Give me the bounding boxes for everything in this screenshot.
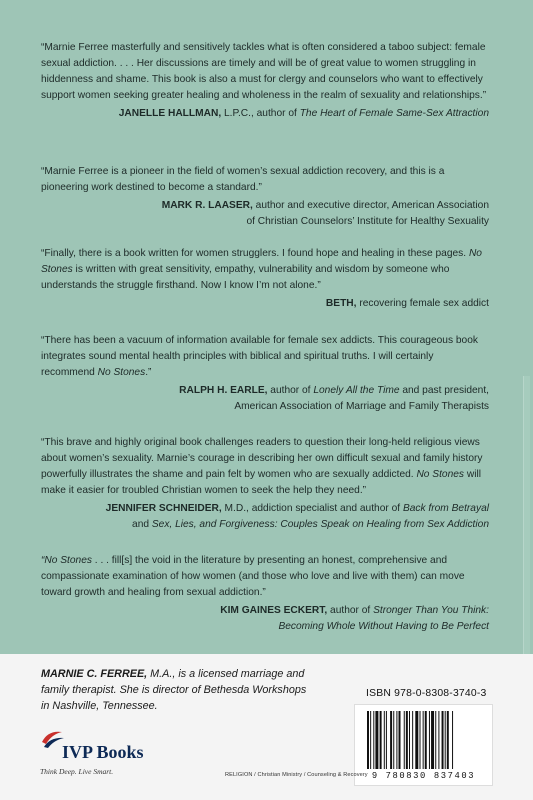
endorsement-text — [41, 553, 489, 601]
endorsement-text — [41, 246, 489, 294]
endorsement-text-part: “Finally, there is a book written for women strugglers. I found hope and healing in these pages. — [41, 248, 469, 259]
endorser-credential: author and executive director, American Association — [252, 200, 489, 211]
endorser-name: KIM GAINES ECKERT, — [220, 605, 328, 616]
author-bio-text: M.A., is a licensed marriage and family therapist. She is director of Bethesda Workshops in Nashville, Tennessee. — [41, 668, 307, 712]
book-title-mention: “No Stones — [41, 555, 92, 566]
isbn-label: ISBN 978-0-8308-3740-3 — [366, 688, 487, 699]
endorsement-attribution — [41, 106, 489, 122]
endorsement-text-part: .” — [145, 367, 152, 378]
barcode — [354, 704, 493, 786]
endorser-credential: L.P.C., author of — [221, 108, 300, 119]
endorser-credential: author of — [327, 605, 374, 616]
author-name: MARNIE C. FERREE, — [41, 668, 148, 680]
category-label: RELIGION / Christian Ministry / Counseling & Recovery — [225, 772, 368, 778]
endorsement-text: “Marnie Ferree masterfully and sensitively tackles what is often considered a taboo subject: female sexual addiction. . . . Her discussions are timely and will be of great value to women struggling in hiddenness and shame. This book is also a must for clergy and counselors who want to effectively support women seeking greater healing and wholeness in the realm of sexuality and relationships.” — [41, 42, 487, 101]
endorser-work-2: Sex, Lies, and Forgiveness: Couples Speak on Healing from Sex Addiction — [151, 519, 489, 530]
spine-edge — [523, 376, 530, 654]
author-bio — [41, 666, 311, 714]
endorser-credential: recovering female sex addict — [356, 298, 489, 309]
endorser-credential: author of — [267, 385, 314, 396]
endorsement-text — [41, 333, 489, 381]
endorser-credential: M.D., addiction specialist and author of — [221, 503, 403, 514]
endorser-work: Lonely All the Time — [313, 385, 400, 396]
book-title-mention: No Stones — [416, 469, 465, 480]
endorser-credential-line2: American Association of Marriage and Family Therapists — [234, 401, 489, 412]
endorser-work: Back from Betrayal — [402, 503, 489, 514]
endorsement-text-part: will make it easier for troubled Christian women to seek the help they need.” — [41, 469, 482, 496]
book-title-mention: No Stones — [97, 367, 146, 378]
endorsement-attribution — [41, 603, 489, 635]
endorsement-text-part: is written with great sensitivity, empathy, vulnerability and wisdom by someone who understands the struggle firsthand. Now I know I’m not alone.” — [41, 264, 450, 291]
endorser-credential-tail: and past president, — [399, 385, 489, 396]
endorser-name: BETH, — [325, 298, 357, 309]
publisher-tagline: Think Deep. Live Smart. — [40, 767, 114, 776]
endorsement-text: “Marnie Ferree is a pioneer in the field of women’s sexual addiction recovery, and this is a pioneering work destined to become a standard.” — [41, 166, 445, 193]
endorsement-attribution — [41, 198, 489, 230]
endorser-name: MARK R. LAASER, — [161, 200, 253, 211]
barcode-bars — [367, 711, 480, 769]
endorser-work-2: Becoming Whole Without Having to Be Perfect — [278, 621, 489, 632]
endorser-name: JANELLE HALLMAN, — [118, 108, 222, 119]
endorsement-text — [41, 435, 489, 499]
endorsement-5 — [41, 435, 489, 533]
endorser-credential-line2: and — [132, 519, 152, 530]
endorsement-2 — [41, 164, 489, 230]
endorsement-6 — [41, 553, 489, 635]
endorser-work: The Heart of Female Same-Sex Attraction — [299, 108, 489, 119]
publisher-name: IVP Books — [62, 742, 144, 762]
barcode-number: 9 780830 837403 — [371, 771, 476, 781]
endorsement-4 — [41, 333, 489, 415]
endorser-name: RALPH H. EARLE, — [179, 385, 268, 396]
endorser-work: Stronger Than You Think: — [373, 605, 489, 616]
endorsement-3 — [41, 246, 489, 312]
endorsement-1 — [41, 40, 489, 122]
book-title-mention: No Stones — [41, 248, 482, 275]
endorsement-text-part: . . . fill[s] the void in the literature by presenting an honest, comprehensive and compassionate examination of how women (and those who love and live with them) can move toward growth and healing from sexual addiction.” — [41, 555, 465, 598]
endorsement-text-part: “There has been a vacuum of information available for female sex addicts. This courageous book integrates sound mental health principles with biblical and spiritual truths. I will certainly recommend — [41, 335, 478, 378]
endorsement-attribution — [41, 501, 489, 533]
endorser-credential-line2: of Christian Counselors’ Institute for Healthy Sexuality — [246, 216, 489, 227]
endorsement-text-part: “This brave and highly original book challenges readers to question their long-held religious views about women’s sexuality. Marnie’s courage in describing her own difficult sexual and family history powerfully illustrates the shame and pain felt by women who are sexually addicted. — [41, 437, 483, 480]
publisher-logo — [40, 728, 158, 776]
endorser-name: JENNIFER SCHNEIDER, — [105, 503, 222, 514]
endorsement-attribution — [41, 383, 489, 415]
endorsement-attribution — [41, 296, 489, 312]
